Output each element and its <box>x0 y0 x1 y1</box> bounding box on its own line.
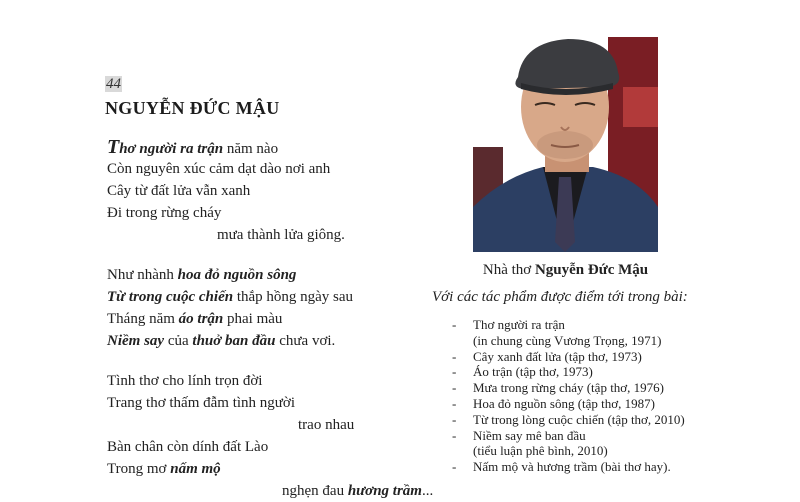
emphasis: thuở ban đầu <box>192 333 276 349</box>
works-list <box>452 317 685 475</box>
list-item: - Nấm mộ và hương trầm (bài thơ hay). <box>452 459 671 475</box>
list-item: - Từ trong lòng cuộc chiến (tập thơ, 2010) <box>452 411 685 427</box>
emphasis: Từ trong cuộc chiến <box>107 289 234 305</box>
caption-name: Nguyễn Đức Mậu <box>534 262 649 278</box>
poem <box>107 136 434 502</box>
poem-line <box>107 264 387 286</box>
emphasis: hơ người ra trận <box>119 141 224 157</box>
poem-line <box>107 458 387 480</box>
list-item: - Thơ người ra trận (in chung cùng Vương Trọng, 1971) <box>452 317 662 348</box>
line-text: của <box>164 333 193 349</box>
poem-line: trao nhau <box>298 417 355 433</box>
line-text: Trong mơ <box>107 461 171 477</box>
poem-line: Cây từ đất lửa vẫn xanh <box>107 183 251 199</box>
poem-line <box>107 330 387 352</box>
author-heading: NGUYỄN ĐỨC MẬU <box>105 98 280 118</box>
poem-line: Còn nguyên xúc cảm dạt dào nơi anh <box>107 161 331 177</box>
line-text: ... <box>421 483 434 499</box>
line-text: Tháng năm <box>107 311 179 327</box>
line-text: nghẹn đau <box>282 483 348 499</box>
list-item: - Áo trận (tập thơ, 1973) <box>452 364 593 380</box>
line-text: Như nhành <box>107 267 178 283</box>
caption-prefix: Nhà thơ <box>482 262 535 278</box>
line-text: thắp hồng ngày sau <box>233 289 354 305</box>
poem-line <box>107 286 387 308</box>
works-intro: Với các tác phẩm được điểm tới trong bài: <box>432 289 688 305</box>
emphasis: hoa đỏ nguồn sông <box>177 267 297 283</box>
poem-line <box>107 136 387 158</box>
line-text: chưa vơi. <box>275 333 336 349</box>
emphasis: nấm mộ <box>170 461 221 477</box>
poem-line: Đi trong rừng cháy <box>107 205 222 221</box>
line-text: phai màu <box>223 311 283 327</box>
list-item: - Hoa đỏ nguồn sông (tập thơ, 1987) <box>452 395 655 411</box>
poem-line <box>107 480 434 502</box>
list-item: - Mưa trong rừng cháy (tập thơ, 1976) <box>452 380 665 396</box>
author-portrait <box>473 27 658 252</box>
poem-line: Bàn chân còn dính đất Lào <box>107 439 269 455</box>
list-item: - Niềm say mê ban đầu (tiểu luận phê bình, 2010) <box>452 427 608 459</box>
line-text: năm nào <box>223 141 279 157</box>
page-number: 44 <box>106 76 121 92</box>
photo-caption <box>473 262 658 279</box>
emphasis: Niềm say <box>107 333 165 349</box>
list-item: - Cây xanh đất lửa (tập thơ, 1973) <box>452 348 642 364</box>
emphasis: hương trầm <box>347 483 422 499</box>
drop-cap: T <box>107 136 120 158</box>
poem-line: Tình thơ cho lính trọn đời <box>107 373 263 389</box>
poem-line <box>107 308 387 330</box>
poem-line: mưa thành lửa giông. <box>217 227 345 243</box>
emphasis: áo trận <box>178 311 224 327</box>
poem-line: Trang thơ thấm đẫm tình người <box>107 395 296 411</box>
